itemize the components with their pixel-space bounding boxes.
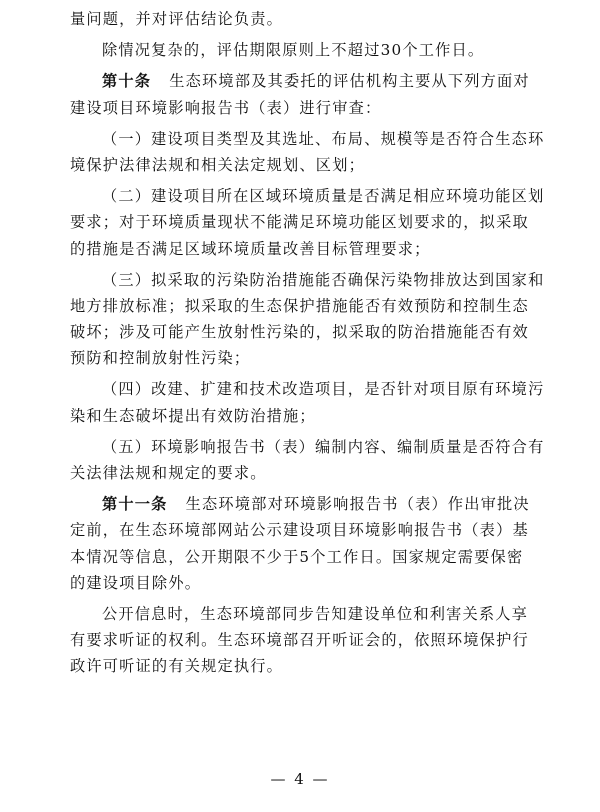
article-text: 生态环境部及其委托的评估机构主要从下列方面对 xyxy=(169,72,530,91)
text-line: 的措施是否满足区域环境质量改善目标管理要求； xyxy=(70,239,431,258)
article-10-heading-line xyxy=(70,68,548,94)
text-line: （五）环境影响报告书（表）编制内容、编制质量是否符合有 xyxy=(102,437,545,456)
text-line: 境保护法律法规和相关法定规划、区划； xyxy=(70,155,365,174)
text-line: 建设项目环境影响报告书（表）进行审查： xyxy=(70,98,382,117)
text-line: 破坏；涉及可能产生放射性污染的，拟采取的防治措施能否有效 xyxy=(70,323,529,342)
page-number: — 4 — xyxy=(270,770,330,788)
text-line: 定前，在生态环境部网站公示建设项目环境影响报告书（表）基 xyxy=(70,521,529,540)
document-body xyxy=(70,6,548,680)
text-line: （四）改建、扩建和技术改造项目，是否针对项目原有环境污 xyxy=(102,380,545,399)
article-number: 第十条 xyxy=(102,72,152,91)
article-text: 生态环境部对环境影响报告书（表）作出审批决 xyxy=(185,495,530,514)
text-line: 染和生态破坏提出有效防治措施； xyxy=(70,406,316,425)
text-line: 要求；对于环境质量现状不能满足环境功能区划要求的，拟采取 xyxy=(70,213,529,232)
text-line: 量问题，并对评估结论负责。 xyxy=(70,10,284,28)
text-line: 除情况复杂的，评估期限原则上不超过30个工作日。 xyxy=(102,41,485,60)
text-line: 政许可听证的有关规定执行。 xyxy=(70,657,284,676)
text-line: 关法律法规和规定的要求。 xyxy=(70,464,267,482)
text-line: 公开信息时，生态环境部同步告知建设单位和利害关系人享 xyxy=(102,604,529,623)
text-line: （三）拟采取的污染防治措施能否确保污染物排放达到国家和 xyxy=(102,270,545,289)
article-number: 第十一条 xyxy=(102,495,168,514)
text-line: （二）建设项目所在区域环境质量是否满足相应环境功能区划 xyxy=(102,187,545,206)
text-line: 预防和控制放射性污染； xyxy=(70,349,251,368)
text-line: （一）建设项目类型及其选址、布局、规模等是否符合生态环 xyxy=(102,129,545,148)
text-line: 的建设项目除外。 xyxy=(70,573,202,592)
article-11-heading-line xyxy=(70,491,548,517)
text-line: 地方排放标准；拟采取的生态保护措施能否有效预防和控制生态 xyxy=(70,296,529,315)
text-line: 本情况等信息，公开期限不少于5个工作日。国家规定需要保密 xyxy=(70,547,524,566)
text-line: 有要求听证的权利。生态环境部召开听证会的，依照环境保护行 xyxy=(70,631,529,650)
